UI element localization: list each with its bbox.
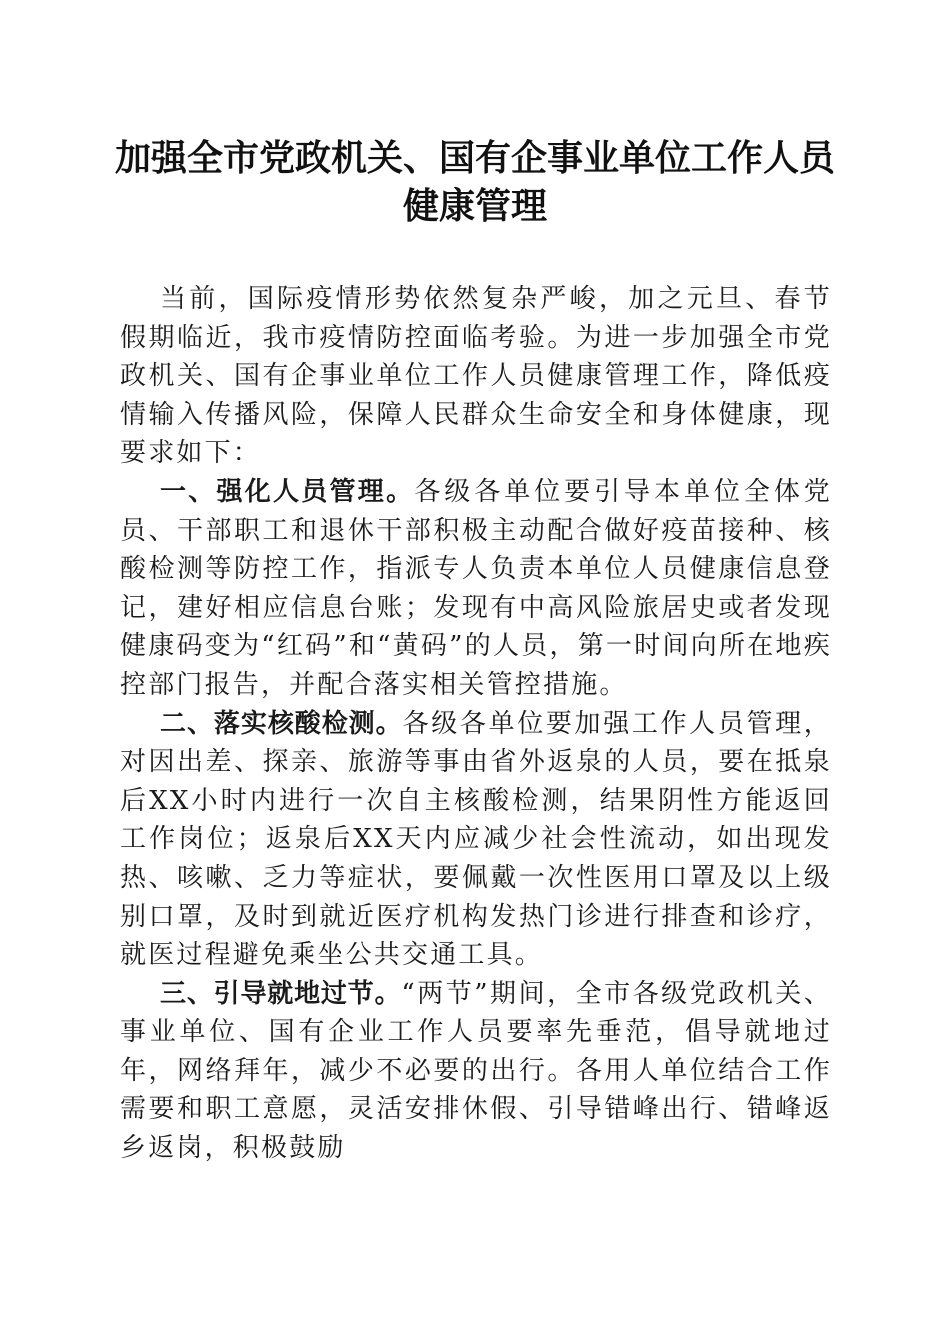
- title-line-1: 加强全市党政机关、国有企事业单位工作人员: [114, 137, 835, 179]
- section-heading-1: 一、强化人员管理。: [160, 476, 415, 507]
- section-heading-3: 三、引导就地过节。: [160, 978, 402, 1009]
- section-heading-2: 二、落实核酸检测。: [160, 708, 403, 739]
- title-line-2: 健康管理: [402, 185, 547, 227]
- document-title: [100, 134, 850, 230]
- section-paragraph-3: [120, 975, 832, 1168]
- intro-paragraph: 当前，国际疫情形势依然复杂严峻，加之元旦、春节假期临近，我市疫情防控面临考验。为进一步加强全市党政机关、国有企事业单位工作人员健康管理工作，降低疫情输入传播风险，保障人民群众生命安全和身体健康，现要求如下：: [120, 284, 832, 469]
- section-paragraph-1: [120, 473, 832, 705]
- section-text-3: “两节”期间，全市各级党政机关、事业单位、国有企业工作人员要率先垂范，倡导就地过年，网络拜年，减少不必要的出行。各用人单位结合工作需要和职工意愿，灵活安排休假、引导错峰出行、错峰返乡返岗，积极鼓励: [120, 978, 832, 1164]
- document-body: [120, 280, 832, 1168]
- section-text-1: 各级各单位要引导本单位全体党员、干部职工和退休干部积极主动配合做好疫苗接种、核酸检测等防控工作，指派专人负责本单位人员健康信息登记，建好相应信息台账；发现有中高风险旅居史或者发现健康码变为“红码”和“黄码”的人员，第一时间向所在地疾控部门报告，并配合落实相关管控措施。: [120, 476, 832, 700]
- section-paragraph-2: [120, 705, 832, 975]
- section-text-2: 各级各单位要加强工作人员管理，对因出差、探亲、旅游等事由省外返泉的人员，要在抵泉后XX小时内进行一次自主核酸检测，结果阴性方能返回工作岗位；返泉后XX天内应减少社会性流动，如出现发热、咳嗽、乏力等症状，要佩戴一次性医用口罩及以上级别口罩，及时到就近医疗机构发热门诊进行排查和诊疗，就医过程避免乘坐公共交通工具。: [120, 708, 832, 971]
